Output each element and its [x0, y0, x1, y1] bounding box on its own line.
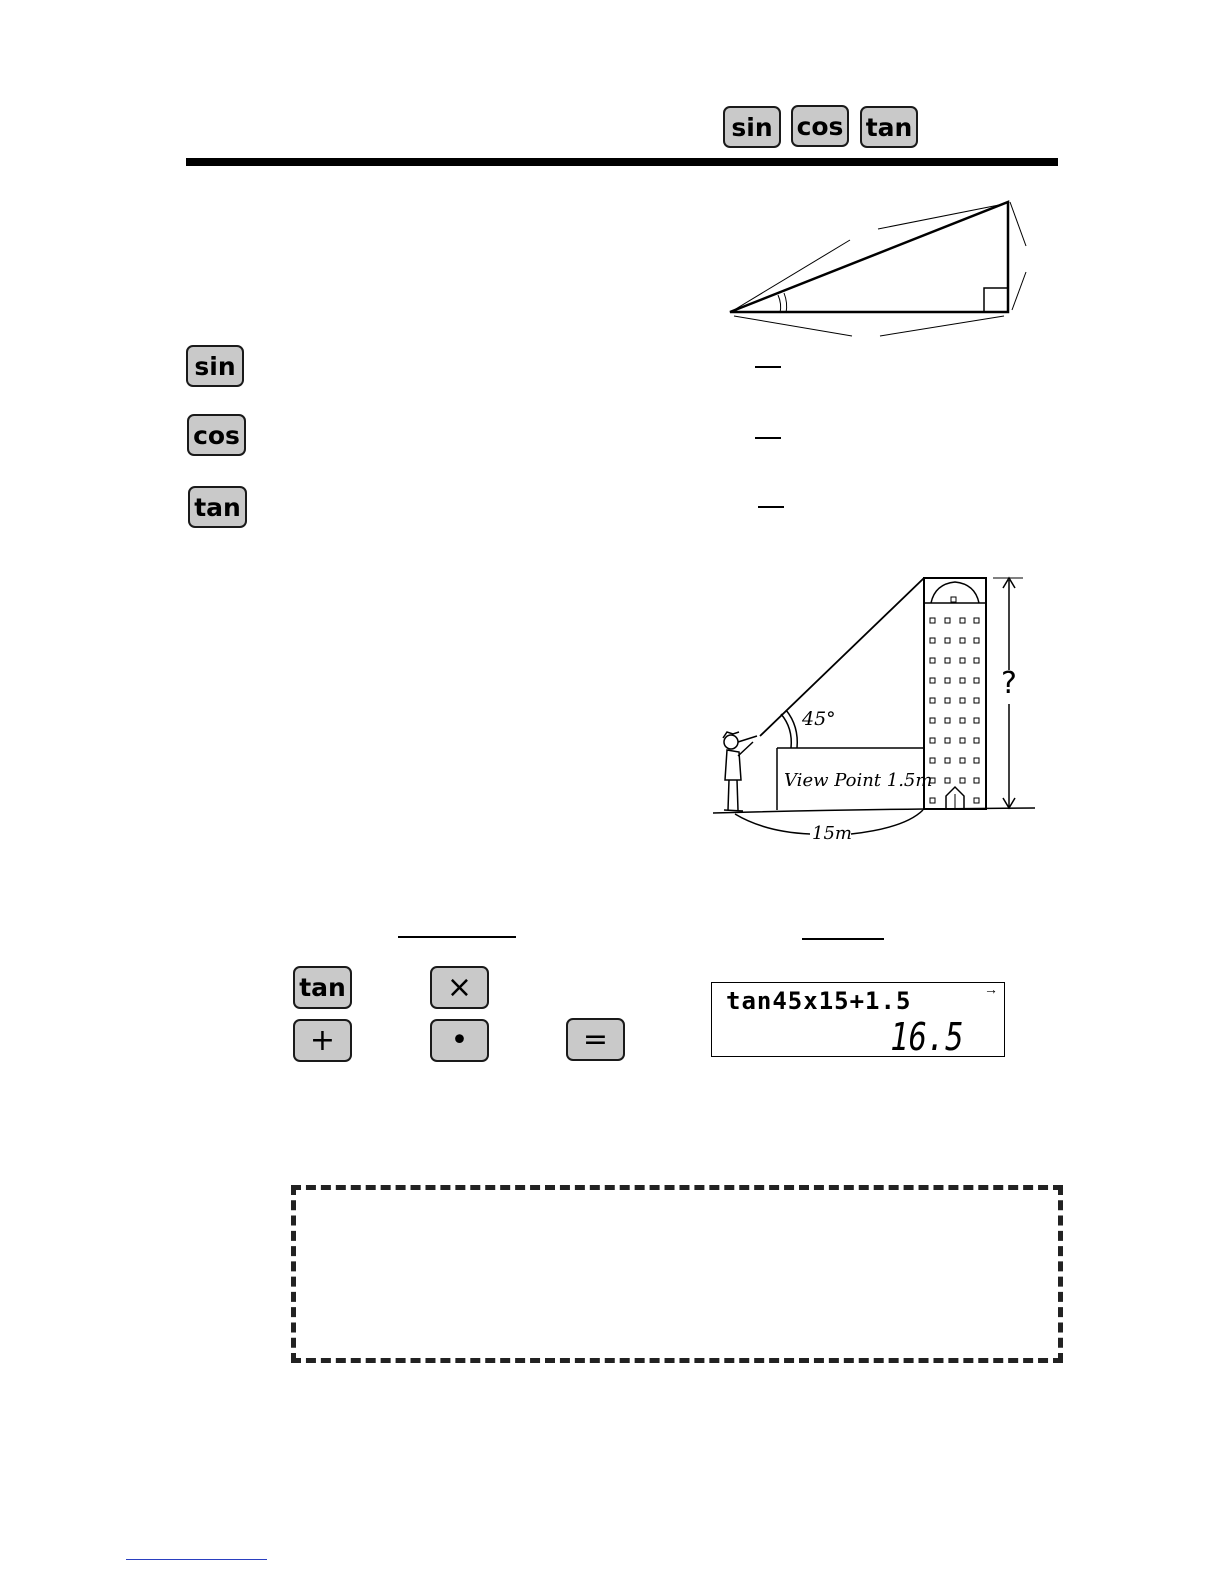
view-point-label: View Point 1.5m [784, 770, 933, 791]
display-arrow-indicator: → [984, 981, 998, 997]
footer-line [126, 1559, 267, 1560]
tan-fraction-bar [758, 506, 784, 508]
sin-key: sin [186, 345, 244, 387]
decimal-point-keystroke: • [430, 1019, 489, 1062]
note-dashed-box [291, 1185, 1063, 1363]
header-tan-key: tan [860, 106, 918, 148]
distance-label: 15m [812, 823, 852, 844]
sin-fraction-bar [755, 366, 781, 368]
right-triangle-diagram [720, 192, 1040, 342]
angle-label: 45° [802, 708, 836, 730]
tan-key: tan [188, 486, 247, 528]
header-rule [186, 158, 1058, 166]
operation-heading-underline [398, 936, 516, 938]
plus-keystroke: + [293, 1019, 352, 1062]
building-height-illustration [705, 570, 1045, 850]
tan-keystroke: tan [293, 966, 352, 1009]
display-result: 16.5 [890, 1015, 964, 1059]
equals-keystroke: = [566, 1018, 625, 1061]
multiply-keystroke: × [430, 966, 489, 1009]
cos-key: cos [187, 414, 246, 456]
header-cos-key: cos [791, 105, 849, 147]
display-input-line: tan45x15+1.5 [726, 987, 912, 1015]
header-sin-key: sin [723, 106, 781, 148]
height-question-label: ? [1001, 666, 1017, 701]
calculator-display [711, 982, 1005, 1057]
display-heading-underline [802, 938, 884, 940]
cos-fraction-bar [755, 437, 781, 439]
